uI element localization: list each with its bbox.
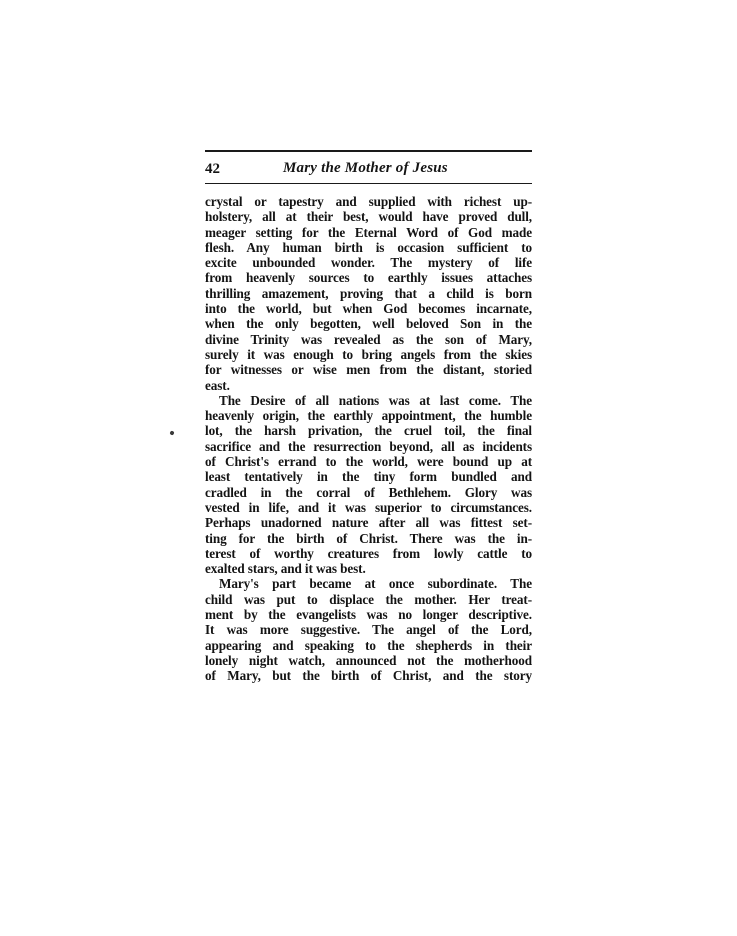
header-rule-top xyxy=(205,150,532,152)
margin-speck xyxy=(169,430,174,435)
text-line: child was put to displace the mother. Her treat- xyxy=(205,591,532,607)
text-line: least tentatively in the tiny form bundled and xyxy=(205,469,532,485)
text-line: lonely night watch, announced not the motherhood xyxy=(205,652,532,668)
text-line: sacrifice and the resurrection beyond, all as incidents xyxy=(205,438,532,454)
page-number: 42 xyxy=(205,161,220,177)
running-title: Mary the Mother of Jesus xyxy=(283,160,448,176)
text-line: for witnesses or wise men from the distant, storied xyxy=(205,362,532,378)
text-line: of Mary, but the birth of Christ, and the story xyxy=(205,668,532,684)
text-line: vested in life, and it was superior to circumstances. xyxy=(205,499,532,515)
text-line: into the world, but when God becomes incarnate, xyxy=(205,301,532,317)
text-line: ting for the birth of Christ. There was the in- xyxy=(205,530,532,546)
body-text xyxy=(205,194,532,684)
text-line: ment by the evangelists was no longer descriptive. xyxy=(205,607,532,623)
text-line: holstery, all at their best, would have proved dull, xyxy=(205,209,532,225)
text-line: flesh. Any human birth is occasion sufficient to xyxy=(205,239,532,255)
text-line: heavenly origin, the earthly appointment, the humble xyxy=(205,408,532,424)
text-line: appearing and speaking to the shepherds in their xyxy=(205,637,532,653)
text-line: excite unbounded wonder. The mystery of life xyxy=(205,255,532,271)
text-line: thrilling amazement, proving that a child is born xyxy=(205,285,532,301)
text-line: when the only begotten, well beloved Son in the xyxy=(205,316,532,332)
text-line: terest of worthy creatures from lowly cattle to xyxy=(205,545,532,561)
text-line: surely it was enough to bring angels from the skies xyxy=(205,346,532,362)
text-line: The Desire of all nations was at last come. The xyxy=(219,392,532,408)
text-line: Perhaps unadorned nature after all was fittest set- xyxy=(205,515,532,531)
text-line: meager setting for the Eternal Word of God made xyxy=(205,224,532,240)
text-line: from heavenly sources to earthly issues attaches xyxy=(205,270,532,286)
header-rule-bottom xyxy=(205,183,532,184)
text-line: lot, the harsh privation, the cruel toil, the final xyxy=(205,423,532,439)
text-line: crystal or tapestry and supplied with richest up- xyxy=(205,194,532,209)
text-line: of Christ's errand to the world, were bound up at xyxy=(205,454,532,470)
text-line: east. xyxy=(205,377,230,393)
text-line: Mary's part became at once subordinate. The xyxy=(219,576,532,592)
text-line: divine Trinity was revealed as the son of Mary, xyxy=(205,331,532,347)
text-line: exalted stars, and it was best. xyxy=(205,561,366,577)
text-line: It was more suggestive. The angel of the Lord, xyxy=(205,622,532,638)
text-line: cradled in the corral of Bethlehem. Glory was xyxy=(205,484,532,500)
